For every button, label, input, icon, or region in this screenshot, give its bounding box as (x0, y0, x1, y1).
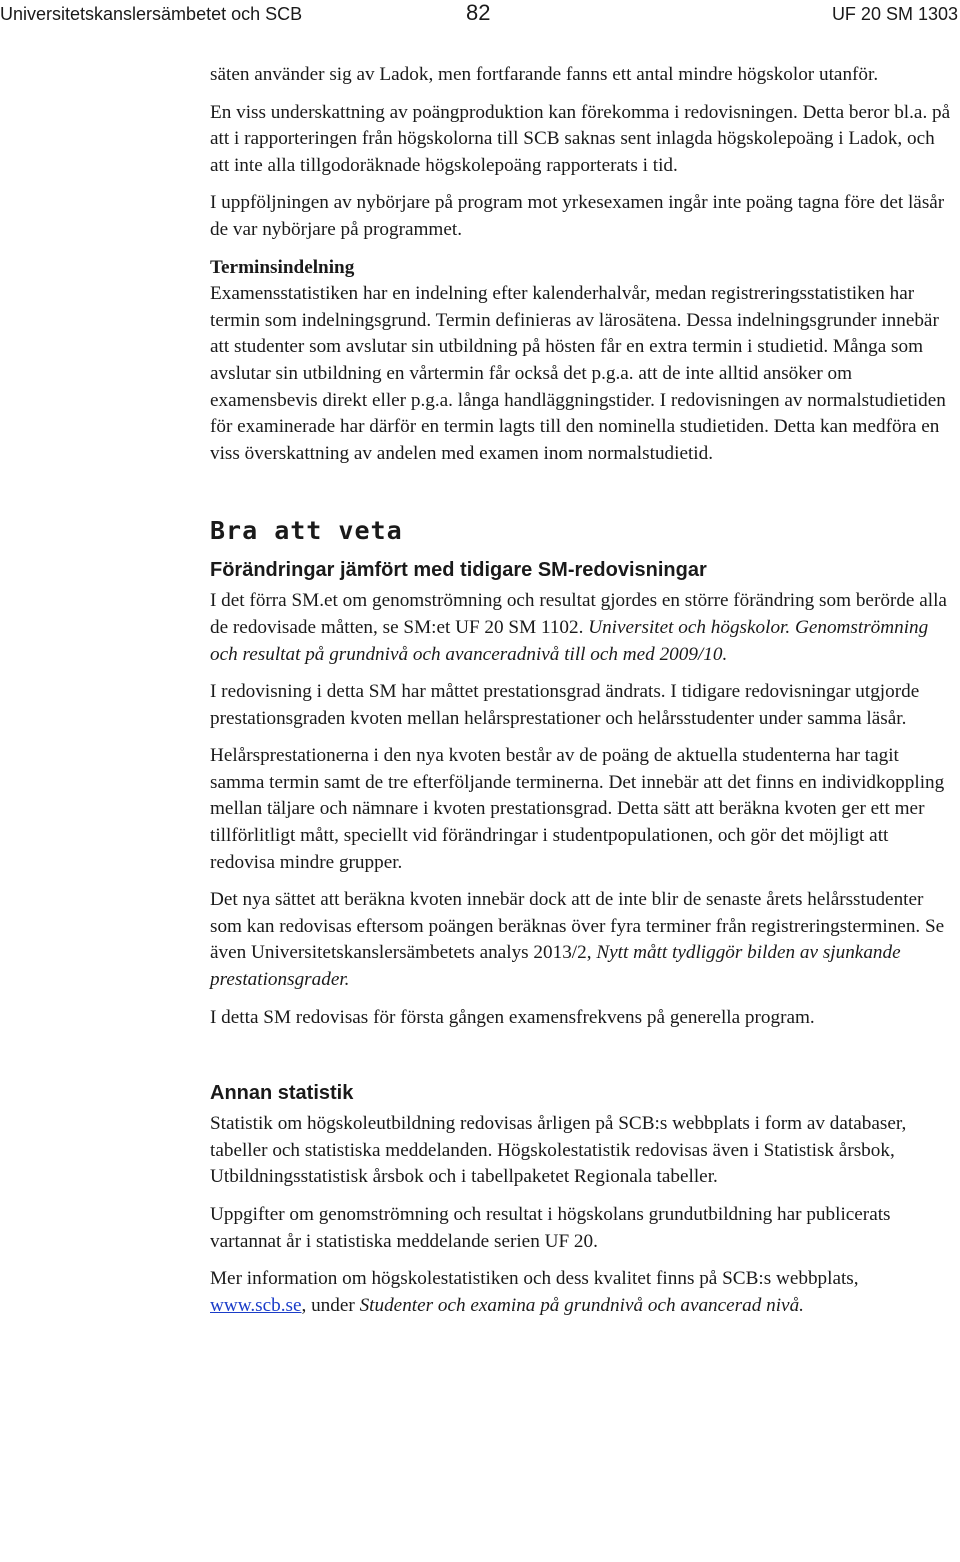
paragraph-forandringar-2: I redovisning i detta SM har måttet prestationsgrad ändrats. I tidigare redovisningar utgjorde prestationsgraden kvoten mellan helårsprestationer och helårsstudenter under samma läsår. (210, 681, 920, 729)
paragraph-annan-3 (210, 1266, 956, 1319)
scb-link[interactable]: www.scb.se (210, 1294, 302, 1316)
text-normal: I det förra SM.et om genomströmning och resultat gjordes en större förändring som berörde alla de redovisade måtten, se SM:et UF 20 SM 1102. (210, 590, 947, 638)
header-series: UF 20 SM 1303 (831, 4, 958, 24)
paragraph-annan-1: Statistik om högskoleutbildning redovisas årligen på SCB:s webbplats i form av databaser, tabeller och statistiska meddelanden. Högskolestatistik redovisas även i Statistisk årsbok, Utbildningsstatistisk årsbok och i tabellpaketet Regionala tabeller. (210, 1113, 907, 1188)
section-title-bra-att-veta: Bra att veta (210, 516, 403, 546)
document-body (210, 62, 956, 1319)
text-italic-title: Universitet och högskolor. Genomströmning och resultat på grundnivå och avanceradnivå till och med 2009/10. (210, 616, 929, 665)
heading-annan-statistik: Annan statistik (210, 1082, 354, 1105)
paragraph-terminsindelning: Examensstatistiken har en indelning efter kalenderhalvår, medan registreringsstatistiken har termin som indelningsgrund. Termin definieras av lärosätena. Dessa indelningsgrunder innebär att studenter som avslutar sin utbildning på hösten får en extra termin i studietid. Många som avslutar sin utbildning en vårtermin får också det p.g.a. att de inte alltid ansöker om examensbevis direkt eller p.g.a. långa handläggningstider. I redovisningen av normalstudietiden för examinerade har därför en termin lagts till den nominella studietiden. Detta kan medföra en viss överskattning av andelen med examen inom normalstudietid. (210, 283, 946, 464)
header-publisher: Universitetskanslersämbetet och SCB (0, 4, 303, 24)
paragraph-forandringar-5: I detta SM redovisas för första gången examensfrekvens på generella program. (210, 1006, 815, 1028)
text-normal: , under (301, 1294, 360, 1316)
paragraph-ladok: säten använder sig av Ladok, men fortfarande fanns ett antal mindre högskolor utanför. (210, 64, 879, 85)
text-italic-title: Studenter och examina på grundnivå och avancerad nivå. (359, 1294, 804, 1316)
page-header (0, 0, 960, 34)
text-normal: Det nya sättet att beräkna kvoten innebär dock att de inte blir de senaste årets helårsstudenter som kan redovisas eftersom poängen beräknas över fyra terminer från registreringsterminen. Se även Universitetskanslersämbetets analys 2013/2, (210, 889, 945, 964)
paragraph-annan-2: Uppgifter om genomströmning och resultat i högskolans grundutbildning har publicerats vartannat år i statistiska meddelande serien UF 20. (210, 1204, 891, 1252)
text-italic-title: Nytt mått tydliggör bilden av sjunkande prestationsgrader. (210, 942, 901, 991)
paragraph-nyborjare: I uppföljningen av nybörjare på program mot yrkesexamen ingår inte poäng tagna före det läsår de var nybörjare på programmet. (210, 192, 945, 240)
paragraph-underskattning: En viss underskattning av poängproduktion kan förekomma i redovisningen. Detta beror bl.a. på att i rapporteringen från högskolorna till SCB saknas sent inlagda högskolepoäng i Ladok, och att inte alla tillgodoräknade högskolepoäng rapporterats i tid. (210, 101, 951, 176)
page-number: 82 (466, 0, 491, 25)
paragraph-forandringar-3: Helårsprestationerna i den nya kvoten består av de poäng de aktuella studenterna har tagit samma termin samt de tre efterföljande terminerna. Det innebär att det finns en individkoppling mellan täljare och nämnare i kvoten prestationsgrad. Detta sätt att beräkna kvoten ger ett mer tillförlitligt mått, speciellt vid förändringar i studentpopulationen, och gör det möjligt att redovisa mindre grupper. (210, 745, 945, 873)
heading-forandringar: Förändringar jämfört med tidigare SM-redovisningar (210, 559, 707, 582)
paragraph-forandringar-1 (210, 588, 956, 668)
paragraph-forandringar-4 (210, 887, 956, 993)
heading-terminsindelning: Terminsindelning (210, 256, 355, 278)
text-normal: Mer information om högskolestatistiken och dess kvalitet finns på SCB:s webbplats, (210, 1268, 859, 1290)
